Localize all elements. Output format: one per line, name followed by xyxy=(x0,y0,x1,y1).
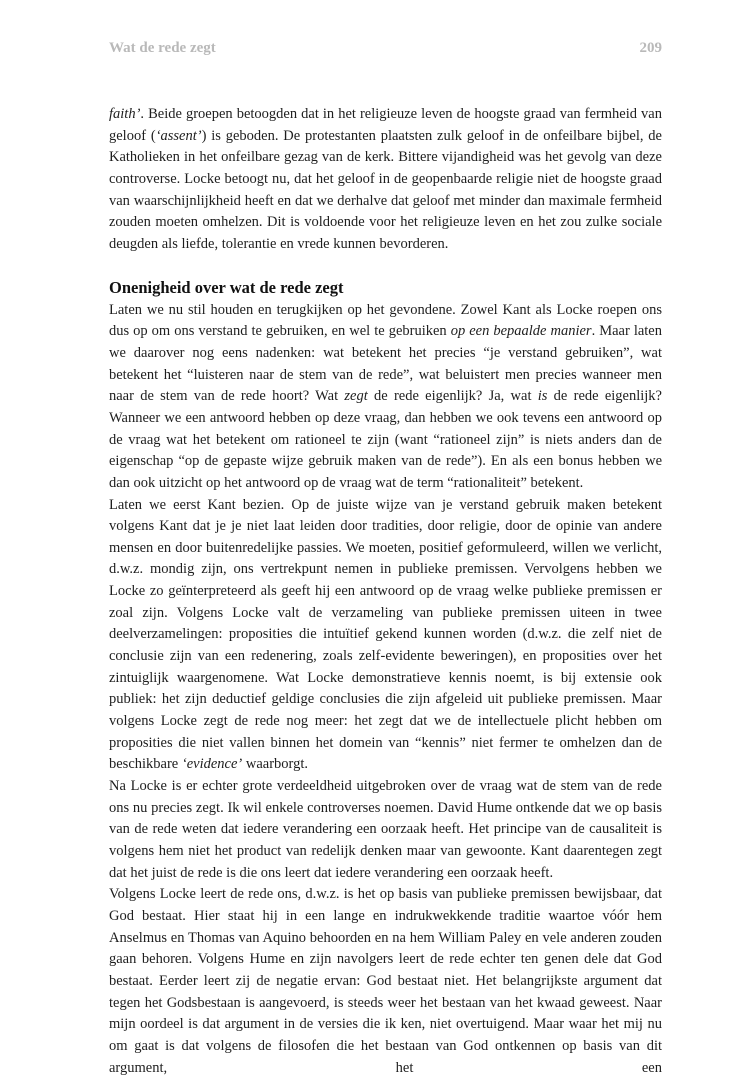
running-header xyxy=(109,40,662,62)
text-run: de rede eigenlijk? Wanneer we een antwoord hebben op deze vraag, dan hebben we ook tevens een antwoord op de vraag wat het betekent om rationeel te zijn (want “rationeel zijn” is niets anders dan de eigenschap “op de gepaste wijze gebruik maken van de rede”). En als een bonus hebben we dan ook uitzicht op het antwoord op de vraag wat de term “rationaliteit” betekent. xyxy=(109,388,662,491)
paragraph-god: Volgens Locke leert de rede ons, d.w.z. is het op basis van publieke premissen bewijsbaar, dat God bestaat. Hier staat hij in een lange en indrukwekkende traditie waartoe vóór hem Anselmus en Thomas van Aquino behoorden en na hem William Paley en vele anderen zouden gaan behoren. Volgens Hume en zijn navolgers leert de rede echter ten genen dele dat God bestaat. Eerder leert zij de negatie ervan: God bestaat niet. Het belangrijkste argument dat tegen het Godsbestaan is aangevoerd, is steeds weer het bestaan van het kwaad geweest. Naar mijn oordeel is dat argument in de versies die ik ken, niet overtuigend. Maar waar het mij nu om gaat is dat volgens de filosofen die het bestaan van God ontkennen op basis van dit argument, het een xyxy=(109,886,662,1076)
italic-term: faith’ xyxy=(109,106,141,122)
page-body xyxy=(109,104,662,1079)
text-run: ) is geboden. De protestanten plaatsten zulk geloof in de onfeilbare bijbel, de Katholieken in het onfeilbare gezag van de kerk. Bittere vijandigheid was het gevolg van deze controverse. Locke betoogt nu, dat het geloof in de geopenbaarde religie niet de hoogste graad van waarschijnlijkheid heeft en dat we derhalve dat geloof met minder dan maximale fermheid zouden moeten omhelzen. Dit is voldoende voor het religieuze leven en het zou zulke sociale deugden als liefde, tolerantie en vrede kunnen bevorderen. xyxy=(109,127,662,252)
text-run: . Maar laten we daarover nog eens nadenken: wat betekent het precies “je verstand gebruiken”, wat betekent het “luisteren naar de stem van de rede”, wat beluistert men precies wanneer men naar de stem van de rede hoort? Wat xyxy=(109,323,662,405)
italic-term: ‘assent’ xyxy=(155,127,202,144)
italic-term: ‘evidence’ xyxy=(181,756,243,773)
paragraph-kant-locke xyxy=(109,495,662,777)
paragraph-continued xyxy=(109,104,662,256)
text-run: waarborgt. xyxy=(242,756,309,773)
page-number: 209 xyxy=(639,40,662,56)
text-run: Laten we eerst Kant bezien. Op de juiste wijze van je verstand gebruik maken betekent volgens Kant dat je je niet laat leiden door tradities, door religie, door de opinie van andere mensen en door buitenredelijke passies. We moeten, positief geformuleerd, willen we verlicht, d.w.z. mondig zijn, ons vertrekpunt nemen in publieke premissen. Vervolgens hebben we Locke zo geïnterpreteerd als geeft hij een antwoord op de vraag welke publieke premissen er zoal zijn. Volgens Locke valt de verzameling van publieke premissen uiteen in twee deelverzamelingen: proposities die intuïtief gekend kunnen worden (d.w.z. die zelf niet de conclusie zijn van een redenering, zoals zelf-evidente beweringen), en proposities over het zintuiglijk waargenomene. Wat Locke demonstratieve kennis noemt, is bij extensie ook publiek: het zijn deductief geldige conclusies die zijn afgeleid uit publieke premissen. Maar volgens Locke zegt de rede nog meer: het zegt dat we de intellectuele plicht hebben om proposities die niet vallen binnen het domein van “kennis” niet fermer te omhelzen dan de beschikbare xyxy=(109,496,662,773)
italic-term: op een bepaalde manier xyxy=(450,323,592,340)
section-heading: Onenigheid over wat de rede zegt xyxy=(109,277,344,297)
italic-term: zegt xyxy=(344,388,368,405)
paragraph-questions xyxy=(109,300,662,495)
text-run: de rede eigenlijk? Ja, wat xyxy=(367,388,538,405)
text-run: . Beide groepen betoogden dat in het religieuze leven de hoogste graad van fermheid van geloof ( xyxy=(109,106,662,144)
italic-term: is xyxy=(537,388,548,405)
text-run: Laten we nu stil houden en terugkijken op het gevondene. Zowel Kant als Locke roepen ons dus op om ons verstand te gebruiken, en wel te gebruiken xyxy=(109,301,662,340)
paragraph-hume: Na Locke is er echter grote verdeeldheid uitgebroken over de vraag wat de stem van de rede ons nu precies zegt. Ik wil enkele controverses noemen. David Hume ontkende dat we op basis van de rede weten dat iedere verandering een oorzaak heeft. Het principe van de causaliteit is volgens hem niet het product van redelijk denken maar van gewoonte. Kant daarentegen zegt dat het juist de rede is die ons leert dat iedere verandering een oorzaak heeft. xyxy=(109,778,662,881)
running-title: Wat de rede zegt xyxy=(109,40,216,56)
